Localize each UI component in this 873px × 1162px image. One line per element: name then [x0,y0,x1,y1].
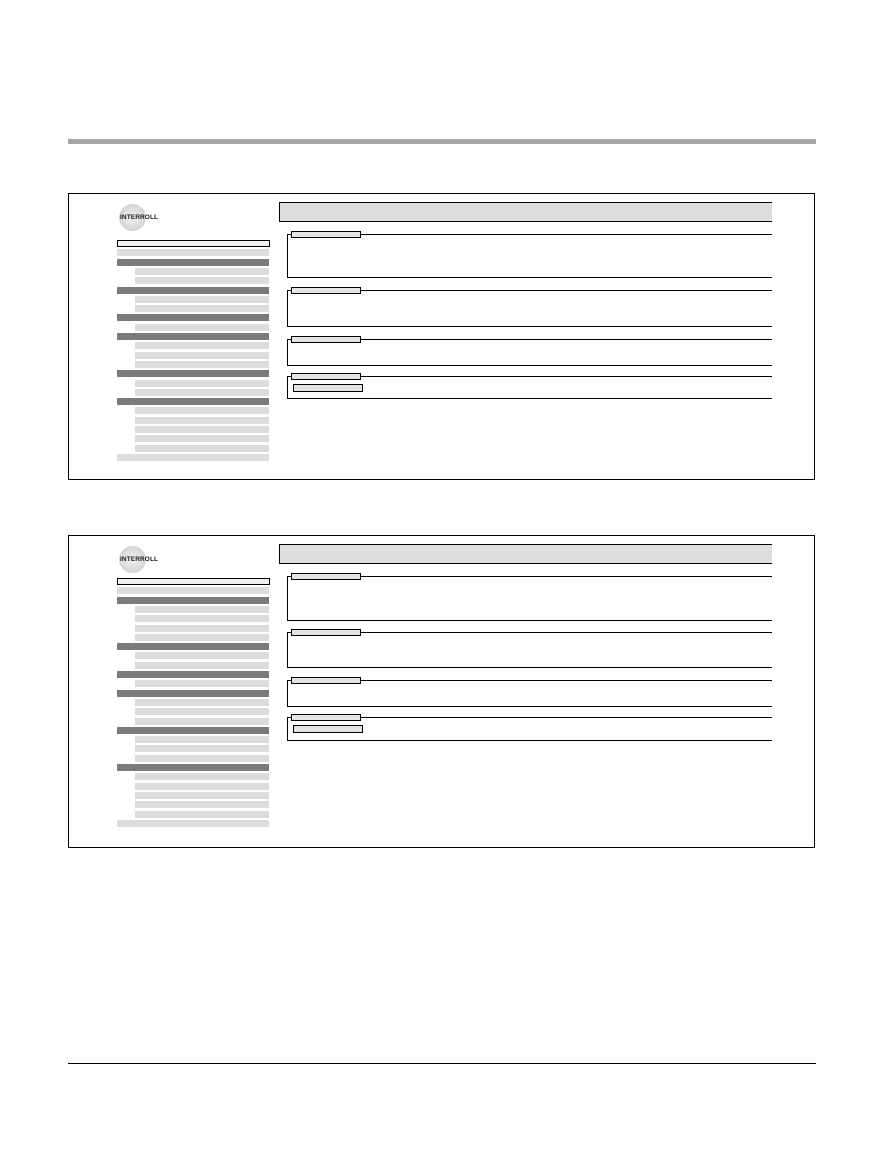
menu-subitem[interactable] [135,435,269,442]
menu-subitem[interactable] [135,380,269,387]
menu-subitem[interactable] [135,634,269,641]
menu-item[interactable] [117,820,269,827]
menu-subitem[interactable] [135,625,269,632]
menu-subitem[interactable] [135,773,269,780]
menu-subitem[interactable] [135,296,269,303]
content-header-bar [279,202,772,222]
logo-text: INTERROLL [120,214,159,221]
menu-subitem[interactable] [135,342,269,349]
menu-section-header [117,671,269,678]
menu-subitem[interactable] [135,699,269,706]
menu-subitem[interactable] [135,745,269,752]
action-button[interactable] [293,384,363,392]
settings-group [287,290,772,327]
group-caption [291,677,361,684]
menu-section-header [117,597,269,604]
menu-subitem[interactable] [135,389,269,396]
menu-subitem[interactable] [135,361,269,368]
menu-subitem[interactable] [135,783,269,790]
sidebar-menu [117,578,270,829]
menu-subitem[interactable] [135,615,269,622]
bottom-rule [68,1063,816,1064]
menu-subitem[interactable] [135,426,269,433]
menu-item[interactable] [117,587,269,594]
settings-group [287,632,772,668]
screenshot-panel-2 [68,535,815,848]
menu-subitem[interactable] [135,407,269,414]
menu-subitem[interactable] [135,268,269,275]
menu-subitem[interactable] [135,811,269,818]
settings-group [287,376,772,399]
menu-subitem[interactable] [135,801,269,808]
menu-subitem[interactable] [135,606,269,613]
settings-group [287,234,772,278]
menu-section-header [117,259,269,266]
menu-section-header [117,727,269,734]
top-rule [68,139,816,144]
group-caption [291,629,361,636]
group-caption [291,231,361,238]
menu-subitem[interactable] [135,662,269,669]
menu-item-selected[interactable] [117,578,270,585]
settings-group [287,576,772,621]
group-caption [291,714,361,721]
menu-subitem[interactable] [135,708,269,715]
group-caption [291,287,361,294]
menu-subitem[interactable] [135,718,269,725]
settings-group [287,717,772,741]
menu-section-header [117,370,269,377]
menu-subitem[interactable] [135,755,269,762]
menu-subitem[interactable] [135,352,269,359]
menu-section-header [117,287,269,294]
settings-group [287,339,772,366]
action-button[interactable] [293,725,363,733]
group-caption [291,336,361,343]
menu-section-header [117,764,269,771]
menu-item[interactable] [117,249,269,256]
group-caption [291,573,361,580]
menu-section-header [117,398,269,405]
menu-section-header [117,314,269,321]
settings-group [287,680,772,707]
screenshot-panel-1 [68,193,815,480]
menu-item-selected[interactable] [117,240,270,247]
logo-text: INTERROLL [120,556,159,563]
menu-section-header [117,333,269,340]
menu-subitem[interactable] [135,277,269,284]
menu-subitem[interactable] [135,736,269,743]
menu-section-header [117,690,269,697]
menu-item[interactable] [117,454,269,461]
menu-subitem[interactable] [135,652,269,659]
group-caption [291,373,361,380]
menu-subitem[interactable] [135,324,269,331]
content-header-bar [279,544,772,564]
sidebar-menu [117,240,270,463]
menu-subitem[interactable] [135,417,269,424]
menu-subitem[interactable] [135,680,269,687]
menu-subitem[interactable] [135,445,269,452]
menu-section-header [117,643,269,650]
menu-subitem[interactable] [135,305,269,312]
menu-subitem[interactable] [135,792,269,799]
